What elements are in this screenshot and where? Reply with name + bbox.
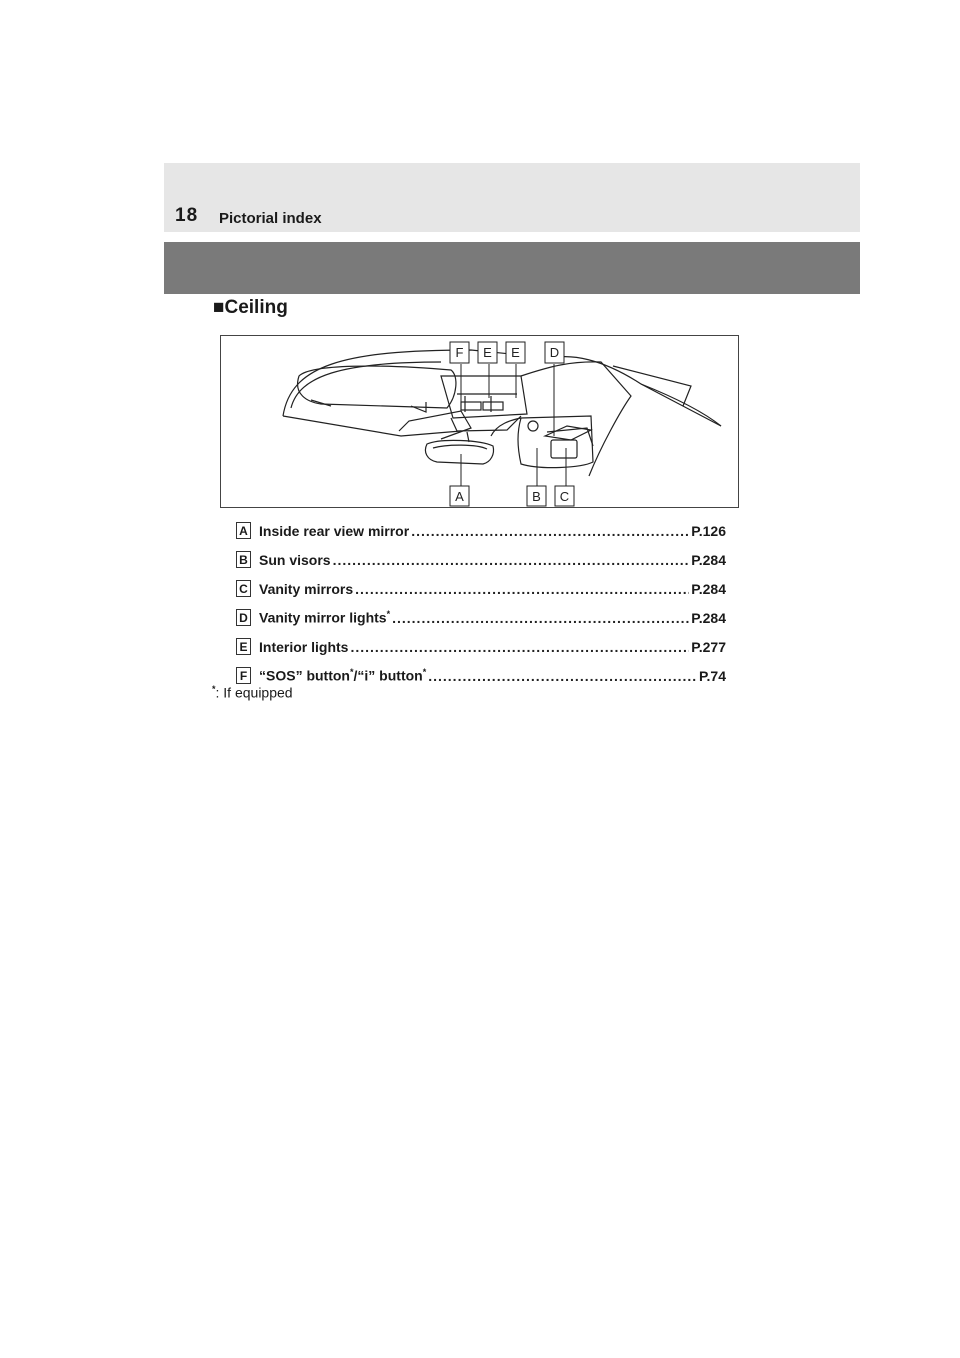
leader-dots xyxy=(355,581,689,597)
callout-a: A xyxy=(455,489,464,504)
ceiling-line-drawing xyxy=(221,336,740,509)
callout-e-2: E xyxy=(511,345,520,360)
footnote xyxy=(212,684,293,701)
callout-e-1: E xyxy=(483,345,492,360)
page-number: 18 xyxy=(175,205,199,226)
entry-badge: F xyxy=(236,667,251,684)
entry-page-ref[interactable]: P.284 xyxy=(691,551,726,568)
entry-page-ref[interactable]: P.74 xyxy=(699,667,726,684)
entry-badge: B xyxy=(236,551,251,568)
index-entry-b[interactable] xyxy=(236,545,726,574)
ceiling-illustration xyxy=(220,335,739,508)
entry-badge: C xyxy=(236,580,251,597)
entry-label: Inside rear view mirror xyxy=(259,522,410,539)
index-entry-a[interactable] xyxy=(236,516,726,545)
index-entry-c[interactable] xyxy=(236,574,726,603)
section-band xyxy=(164,242,860,294)
entry-label: Sun visors xyxy=(259,551,331,568)
leader-dots xyxy=(350,639,689,655)
callout-d: D xyxy=(549,345,560,360)
entry-label-part1: “SOS” button xyxy=(259,667,350,684)
entry-badge: E xyxy=(236,638,251,655)
leader-dots xyxy=(411,523,689,539)
section-title: Pictorial index xyxy=(219,210,322,227)
callout-b: B xyxy=(532,489,541,504)
entry-label-part2: /“i” button xyxy=(353,667,423,684)
entry-page-ref[interactable]: P.277 xyxy=(691,638,726,655)
subheading-ceiling: ■Ceiling xyxy=(213,297,288,318)
index-entry-f[interactable] xyxy=(236,661,726,690)
entry-page-ref[interactable]: P.126 xyxy=(691,522,726,539)
footnote-text: : If equipped xyxy=(215,684,293,701)
callout-f: F xyxy=(455,345,464,360)
entry-label xyxy=(259,609,390,626)
entry-page-ref[interactable]: P.284 xyxy=(691,609,726,626)
entry-badge: A xyxy=(236,522,251,539)
leader-dots xyxy=(392,610,689,626)
index-entry-d[interactable] xyxy=(236,603,726,632)
entry-badge: D xyxy=(236,609,251,626)
footnote-marker: * xyxy=(350,667,354,678)
leader-dots xyxy=(333,552,690,568)
entry-page-ref[interactable]: P.284 xyxy=(691,580,726,597)
entry-label xyxy=(259,667,426,684)
footnote-marker: * xyxy=(422,667,427,678)
leader-dots xyxy=(428,668,697,684)
footnote-marker: * xyxy=(386,609,391,620)
footnote-marker: * xyxy=(212,684,216,694)
entry-label: Interior lights xyxy=(259,638,349,655)
entry-label-text: Vanity mirror lights xyxy=(259,609,387,626)
entry-label: Vanity mirrors xyxy=(259,580,354,597)
callout-c: C xyxy=(559,489,570,504)
index-entry-e[interactable] xyxy=(236,632,726,661)
index-entries xyxy=(236,516,726,690)
